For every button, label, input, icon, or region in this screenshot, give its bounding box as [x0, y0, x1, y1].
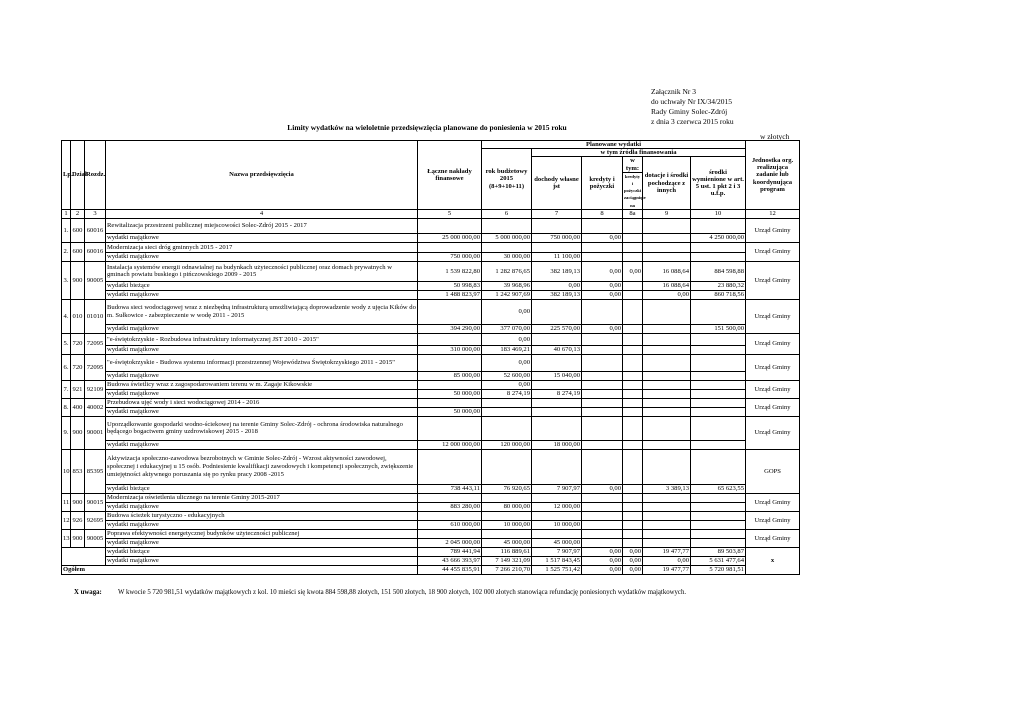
col-number: 6	[482, 209, 532, 218]
subrow-label: wydatki majątkowe	[106, 502, 418, 511]
subrow-label: wydatki majątkowe	[106, 252, 418, 261]
row-lp: 12.	[62, 511, 71, 529]
row-rozdz: 40002	[85, 398, 106, 416]
cell-art5: 5 631 477,64	[691, 556, 746, 565]
cell-grants: 16 088,64	[643, 261, 691, 281]
row-lp: 11.	[62, 493, 71, 511]
cell-credits: 0,00	[582, 281, 623, 290]
cell-total: 43 666 393,97	[418, 556, 482, 565]
annex-line-2: do uchwały Nr IX/34/2015	[651, 97, 733, 106]
col-number: 7	[532, 209, 582, 218]
subrow-label: wydatki bieżące	[106, 281, 418, 290]
cell-credits: 0,00	[582, 565, 623, 574]
row-lp: 13.	[62, 529, 71, 547]
table-subrow	[62, 520, 800, 529]
row-unit: Urząd Gminy	[746, 398, 800, 416]
summary-x-mark: x	[746, 547, 800, 574]
table-subrow	[62, 233, 800, 242]
cell-art5: 89 503,87	[691, 547, 746, 556]
row-lp: 7.	[62, 380, 71, 398]
row-rozdz: 92695	[85, 511, 106, 529]
row-rozdz: 60016	[85, 242, 106, 261]
row-dzial: 900	[71, 493, 85, 511]
row-dzial: 900	[71, 416, 85, 449]
row-unit: Urząd Gminy	[746, 511, 800, 529]
row-dzial: 600	[71, 218, 85, 242]
cell-year: 10 000,00	[482, 520, 532, 529]
row-rozdz: 90001	[85, 416, 106, 449]
cell-credits-incurred: 0,00	[623, 556, 643, 565]
cell-year: 76 920,65	[482, 484, 532, 493]
row-lp: 3.	[62, 261, 71, 299]
table-subrow	[62, 538, 800, 547]
table-row	[62, 511, 800, 520]
cell-art5: 860 718,56	[691, 290, 746, 299]
cell-year: 0,00	[482, 380, 532, 389]
row-dzial: 926	[71, 511, 85, 529]
cell-grants: 3 389,13	[643, 484, 691, 493]
cell-total: 85 000,00	[418, 371, 482, 380]
table-subrow	[62, 345, 800, 354]
cell-own: 750 000,00	[532, 233, 582, 242]
col-number: 4	[106, 209, 418, 218]
cell-credits-incurred: 0,00	[623, 261, 643, 281]
annex-header	[651, 87, 734, 127]
cell-own: 40 670,13	[532, 345, 582, 354]
subrow-label: wydatki majątkowe	[106, 324, 418, 333]
cell-credits: 0,00	[582, 547, 623, 556]
table-row	[62, 493, 800, 502]
summary-label: wydatki majątkowe	[106, 556, 418, 565]
footnote-label: X uwaga:	[74, 589, 102, 596]
row-dzial: 900	[71, 529, 85, 547]
cell-grants: 16 088,64	[643, 281, 691, 290]
row-rozdz: 90005	[85, 529, 106, 547]
row-project-name: Budowa ścieżek turystyczno - edukacyjnych	[106, 511, 418, 520]
header-of-which-sub: kredyty i pożyczki zaciągnięte na	[624, 173, 646, 208]
row-project-name: "e-świętokrzyskie - Rozbudowa infrastruktury informatycznej JST 2010 - 2015"	[106, 333, 418, 345]
cell-own: 15 040,00	[532, 371, 582, 380]
cell-grants: 0,00	[643, 556, 691, 565]
annex-line-3: Rady Gminy Solec-Zdrój	[651, 107, 728, 116]
cell-art5: 65 623,55	[691, 484, 746, 493]
col-number: 9	[643, 209, 691, 218]
cell-year: 5 000 000,00	[482, 233, 532, 242]
cell-total: 2 045 000,00	[418, 538, 482, 547]
row-dzial: 921	[71, 380, 85, 398]
header-total: Łączne nakłady finansowe	[418, 141, 482, 210]
col-number: 5	[418, 209, 482, 218]
cell-total: 44 455 835,91	[418, 565, 482, 574]
cell-total: 50 998,83	[418, 281, 482, 290]
row-rozdz: 60016	[85, 218, 106, 242]
summary-overall-row	[62, 565, 800, 574]
table-row	[62, 333, 800, 345]
cell-total: 883 280,00	[418, 502, 482, 511]
row-lp: 8.	[62, 398, 71, 416]
subrow-label: wydatki majątkowe	[106, 371, 418, 380]
cell-own: 10 000,00	[532, 520, 582, 529]
cell-year: 1 282 876,65	[482, 261, 532, 281]
annex-line-4: z dnia 3 czerwca 2015 roku	[651, 117, 734, 126]
row-unit: Urząd Gminy	[746, 242, 800, 261]
cell-own: 11 100,00	[532, 252, 582, 261]
row-unit: GOPS	[746, 449, 800, 493]
row-lp: 6.	[62, 354, 71, 380]
cell-credits: 0,00	[582, 261, 623, 281]
document-title: Limity wydatków na wieloletnie przedsięwzięcia planowane do poniesienia w 2015 roku	[287, 123, 567, 132]
table-row	[62, 416, 800, 440]
cell-credits: 0,00	[582, 484, 623, 493]
header-unit: Jednostka org. realizująca zadanie lub koordynująca program	[746, 141, 800, 210]
row-unit: Urząd Gminy	[746, 380, 800, 398]
header-art5-funds: środki wymienione w art. 5 ust. 1 pkt 2 i 3 u.f.p.	[691, 157, 746, 209]
row-dzial: 720	[71, 333, 85, 354]
summary-current-row	[62, 547, 800, 556]
cell-own: 18 000,00	[532, 440, 582, 449]
cell-year: 183 469,21	[482, 345, 532, 354]
cell-total: 50 000,00	[418, 407, 482, 416]
subrow-label: wydatki majątkowe	[106, 290, 418, 299]
cell-total: 12 000 000,00	[418, 440, 482, 449]
cell-own: 382 189,13	[532, 261, 582, 281]
row-project-name: Budowa świetlicy wraz z zagospodarowaniem terenu w m. Zagaje Kikowskie	[106, 380, 418, 389]
row-rozdz: 72095	[85, 354, 106, 380]
cell-grants: 19 477,77	[643, 547, 691, 556]
cell-art5: 884 598,88	[691, 261, 746, 281]
cell-year: 1 242 907,69	[482, 290, 532, 299]
row-rozdz: 92109	[85, 380, 106, 398]
subrow-label: wydatki majątkowe	[106, 345, 418, 354]
row-project-name: Uporządkowanie gospodarki wodno-ściekowej na terenie Gminy Solec-Zdrój - ochrona środowiska naturalnego będącego bogactwem gminy uzdrowiskowej 2015 - 2018	[106, 416, 418, 440]
row-project-name: "e-świętokrzyskie - Budowa systemu informacji przestrzennej Województwa Świętokrzyskiego 2011 - 2015"	[106, 354, 418, 371]
header-dzial: Dział	[71, 141, 85, 210]
subrow-label: wydatki bieżące	[106, 484, 418, 493]
row-lp: 2.	[62, 242, 71, 261]
cell-year: 30 000,00	[482, 252, 532, 261]
cell-total: 394 290,00	[418, 324, 482, 333]
col-number: 1	[62, 209, 71, 218]
row-project-name: Budowa sieci wodociągowej wraz z niezbędną infrastrukturą umożliwiającą doprowadzenie wody z ujęcia Kików do m. Sułkowice - zabezpieczenie w wodę 2011 - 2015	[106, 299, 418, 324]
header-year-budget: rok budżetowy 2015 (8+9+10+11)	[482, 149, 532, 210]
cell-credits-incurred: 0,00	[623, 547, 643, 556]
cell-year: 39 968,96	[482, 281, 532, 290]
cell-total: 25 000 000,00	[418, 233, 482, 242]
subrow-label: wydatki majątkowe	[106, 407, 418, 416]
cell-year: 377 070,00	[482, 324, 532, 333]
header-grants: dotacje i środki pochodzące z innych	[643, 157, 691, 209]
cell-year: 0,00	[482, 299, 532, 324]
summary-label: wydatki bieżące	[106, 547, 418, 556]
header-own-income: dochody własne jst	[532, 157, 582, 209]
row-lp: 10.	[62, 449, 71, 493]
table-subrow	[62, 252, 800, 261]
expenditure-limits-table	[61, 140, 800, 575]
cell-own: 225 570,00	[532, 324, 582, 333]
subrow-label: wydatki majątkowe	[106, 233, 418, 242]
cell-year: 7 266 210,70	[482, 565, 532, 574]
col-number: 12	[746, 209, 800, 218]
footnote-text: W kwocie 5 720 981,51 wydatków majątkowych z kol. 10 mieści się kwota 884 598,88 złotych, 151 500 złotych, 18 900 złotych, 102 000 złotych stanowiąca refundację poniesionych wydatków majątkowych.	[118, 589, 687, 596]
table-row	[62, 449, 800, 484]
cell-own: 12 000,00	[532, 502, 582, 511]
col-number: 8a	[623, 209, 643, 218]
cell-own: 382 189,13	[532, 290, 582, 299]
row-dzial: 600	[71, 242, 85, 261]
row-dzial: 720	[71, 354, 85, 380]
col-number: 3	[85, 209, 106, 218]
table-subrow	[62, 502, 800, 511]
row-unit: Urząd Gminy	[746, 261, 800, 299]
cell-year: 80 000,00	[482, 502, 532, 511]
row-rozdz: 01010	[85, 299, 106, 333]
row-project-name: Modernizacja sieci dróg gminnych 2015 - 2017	[106, 242, 418, 252]
row-project-name: Rewitalizacja przestrzeni publicznej miejscowości Solec-Zdrój 2015 - 2017	[106, 218, 418, 233]
cell-total: 610 000,00	[418, 520, 482, 529]
header-rozdz: Rozdz.	[85, 141, 106, 210]
cell-own: 7 907,97	[532, 547, 582, 556]
table-row	[62, 529, 800, 538]
cell-year: 116 889,61	[482, 547, 532, 556]
table-row	[62, 299, 800, 324]
row-project-name: Modernizacja oświetlenia ulicznego na terenie Gminy 2015-2017	[106, 493, 418, 502]
cell-credits: 0,00	[582, 290, 623, 299]
cell-credits: 0,00	[582, 324, 623, 333]
subrow-label: wydatki majątkowe	[106, 520, 418, 529]
cell-own: 45 000,00	[532, 538, 582, 547]
row-unit: Urząd Gminy	[746, 416, 800, 449]
row-dzial: 010	[71, 299, 85, 333]
cell-total: 750 000,00	[418, 252, 482, 261]
col-number: 8	[582, 209, 623, 218]
cell-year: 52 600,00	[482, 371, 532, 380]
row-dzial: 400	[71, 398, 85, 416]
table-subrow	[62, 389, 800, 398]
row-unit: Urząd Gminy	[746, 299, 800, 333]
table-row	[62, 218, 800, 233]
row-lp: 5.	[62, 333, 71, 354]
row-unit: Urząd Gminy	[746, 218, 800, 242]
table-subrow	[62, 324, 800, 333]
row-lp: 1.	[62, 218, 71, 242]
table-row	[62, 261, 800, 281]
cell-year: 8 274,19	[482, 389, 532, 398]
cell-year: 45 000,00	[482, 538, 532, 547]
cell-year: 0,00	[482, 354, 532, 371]
cell-own: 1 525 751,42	[532, 565, 582, 574]
subrow-label: wydatki majątkowe	[106, 538, 418, 547]
cell-own: 7 907,97	[532, 484, 582, 493]
row-project-name: Przebudowa ujęć wody i sieci wodociągowej 2014 - 2016	[106, 398, 418, 407]
row-unit: Urząd Gminy	[746, 493, 800, 511]
cell-total: 50 000,00	[418, 389, 482, 398]
row-lp: 9.	[62, 416, 71, 449]
table-subrow	[62, 281, 800, 290]
subrow-label: wydatki majątkowe	[106, 440, 418, 449]
table-subrow	[62, 290, 800, 299]
footnote	[74, 589, 687, 596]
header-credits: kredyty i pożyczki	[582, 157, 623, 209]
col-number: 10	[691, 209, 746, 218]
cell-year: 120 000,00	[482, 440, 532, 449]
summary-overall-label: Ogółem	[62, 565, 418, 574]
row-unit: Urząd Gminy	[746, 333, 800, 354]
cell-total: 1 539 822,80	[418, 261, 482, 281]
cell-credits: 0,00	[582, 556, 623, 565]
col-number: 2	[71, 209, 85, 218]
row-project-name: Poprawa efektywności energetycznej budynków użyteczności publicznej	[106, 529, 418, 538]
table-row	[62, 242, 800, 252]
cell-art5: 4 250 000,00	[691, 233, 746, 242]
header-planned: Planowane wydatki	[482, 141, 746, 149]
header-name: Nazwa przedsięwzięcia	[106, 141, 418, 210]
cell-art5: 23 880,32	[691, 281, 746, 290]
header-of-which: w tym:	[623, 157, 643, 172]
row-dzial: 900	[71, 261, 85, 299]
subrow-label: wydatki majątkowe	[106, 389, 418, 398]
row-rozdz: 85395	[85, 449, 106, 493]
cell-credits-incurred: 0,00	[623, 565, 643, 574]
header-sources: w tym źródła finansowania	[532, 149, 746, 157]
cell-credits: 0,00	[582, 233, 623, 242]
row-project-name: Aktywizacja społeczno-zawodowa bezrobotnych w Gminie Solec-Zdrój - Wzrost aktywności zawodowej, społecznej i edukacyjnej u 15 osób. Podniesienie kwalifikacji zawodowych i kompetencji społecznych, zwiększenie umiejętności aktywnego poruszania się po rynku pracy 2008 -2015	[106, 449, 418, 484]
table-subrow	[62, 440, 800, 449]
currency-unit: w złotych	[760, 132, 790, 141]
row-rozdz: 72095	[85, 333, 106, 354]
table-subrow	[62, 484, 800, 493]
cell-total: 738 443,11	[418, 484, 482, 493]
row-rozdz: 90005	[85, 261, 106, 299]
cell-own: 1 517 843,45	[532, 556, 582, 565]
annex-line-1: Załącznik Nr 3	[651, 87, 696, 96]
column-numbers-row	[62, 209, 800, 218]
table-row	[62, 380, 800, 389]
cell-own: 8 274,19	[532, 389, 582, 398]
table-subrow	[62, 407, 800, 416]
cell-own: 0,00	[532, 281, 582, 290]
summary-capital-row	[62, 556, 800, 565]
row-lp: 4.	[62, 299, 71, 333]
row-project-name: Instalacja systemów energii odnawialnej na budynkach użyteczności publicznej oraz domach prywatnych w gminach powiatu buskiego i pińczowskiego 2009 - 2015	[106, 261, 418, 281]
cell-total: 310 000,00	[418, 345, 482, 354]
cell-grants: 19 477,77	[643, 565, 691, 574]
row-dzial: 853	[71, 449, 85, 493]
cell-total: 789 441,94	[418, 547, 482, 556]
cell-grants: 0,00	[643, 290, 691, 299]
table-row	[62, 398, 800, 407]
cell-year: 0,00	[482, 333, 532, 345]
cell-art5: 5 720 981,51	[691, 565, 746, 574]
row-unit: Urząd Gminy	[746, 529, 800, 547]
row-unit: Urząd Gminy	[746, 354, 800, 380]
header-lp: Lp.	[62, 141, 71, 210]
cell-total: 1 488 823,97	[418, 290, 482, 299]
row-rozdz: 90015	[85, 493, 106, 511]
table-subrow	[62, 371, 800, 380]
cell-year: 7 149 321,09	[482, 556, 532, 565]
table-row	[62, 354, 800, 371]
cell-art5: 151 500,00	[691, 324, 746, 333]
